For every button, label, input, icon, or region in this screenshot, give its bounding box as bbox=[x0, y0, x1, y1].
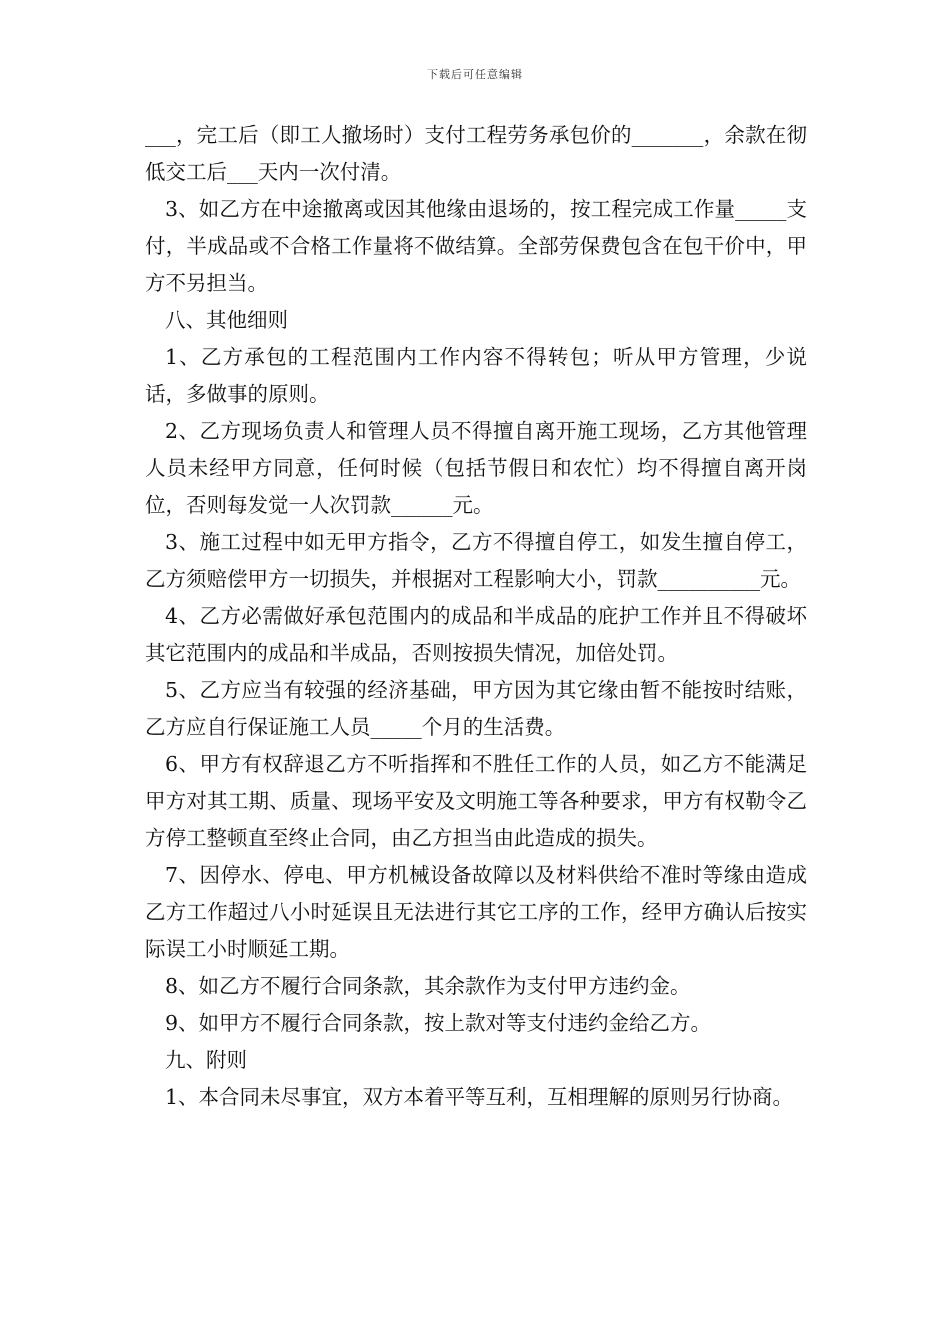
paragraph: 4、乙方必需做好承包范围内的成品和半成品的庇护工作并且不得破坏其它范围内的成品和半成品，否则按损失情况，加倍处罚。 bbox=[145, 604, 807, 665]
paragraph: 3、如乙方在中途撤离或因其他缘由退场的，按工程完成工作量_____支付，半成品或不合格工作量将不做结算。全部劳保费包含在包干价中，甲方不另担当。 bbox=[145, 197, 807, 295]
paragraph: 2、乙方现场负责人和管理人员不得擅自离开施工现场，乙方其他管理人员未经甲方同意，任何时候（包括节假日和农忙）均不得擅自离开岗位，否则每发觉一人次罚款______元。 bbox=[145, 419, 807, 517]
section-heading: 九、附则 bbox=[165, 1048, 247, 1072]
document-body bbox=[145, 117, 807, 1116]
paragraph: 1、本合同未尽事宜，双方本着平等互利，互相理解的原则另行协商。 bbox=[165, 1085, 794, 1109]
paragraph: 6、甲方有权辞退乙方不听指挥和不胜任工作的人员，如乙方不能满足甲方对其工期、质量、现场平安及文明施工等各种要求，甲方有权勒令乙方停工整顿直至终止合同，由乙方担当由此造成的损失。 bbox=[145, 752, 807, 850]
section-heading: 八、其他细则 bbox=[165, 308, 288, 332]
page-header: 下载后可任意编辑 bbox=[427, 68, 523, 81]
paragraph: 1、乙方承包的工程范围内工作内容不得转包；听从甲方管理，少说话，多做事的原则。 bbox=[145, 345, 807, 406]
paragraph: 8、如乙方不履行合同条款，其余款作为支付甲方违约金。 bbox=[165, 974, 691, 998]
paragraph: 7、因停水、停电、甲方机械设备故障以及材料供给不准时等缘由造成乙方工作超过八小时延误且无法进行其它工序的工作，经甲方确认后按实际误工小时顺延工期。 bbox=[145, 863, 807, 961]
paragraph: ___，完工后（即工人撤场时）支付工程劳务承包价的_______，余款在彻低交工后___天内一次付清。 bbox=[145, 123, 807, 184]
paragraph: 9、如甲方不履行合同条款，按上款对等支付违约金给乙方。 bbox=[165, 1011, 712, 1035]
paragraph: 5、乙方应当有较强的经济基础，甲方因为其它缘由暂不能按时结账，乙方应自行保证施工人员_____个月的生活费。 bbox=[145, 678, 807, 739]
paragraph: 3、施工过程中如无甲方指令，乙方不得擅自停工，如发生擅自停工，乙方须赔偿甲方一切损失，并根据对工程影响大小，罚款__________元。 bbox=[145, 530, 807, 591]
